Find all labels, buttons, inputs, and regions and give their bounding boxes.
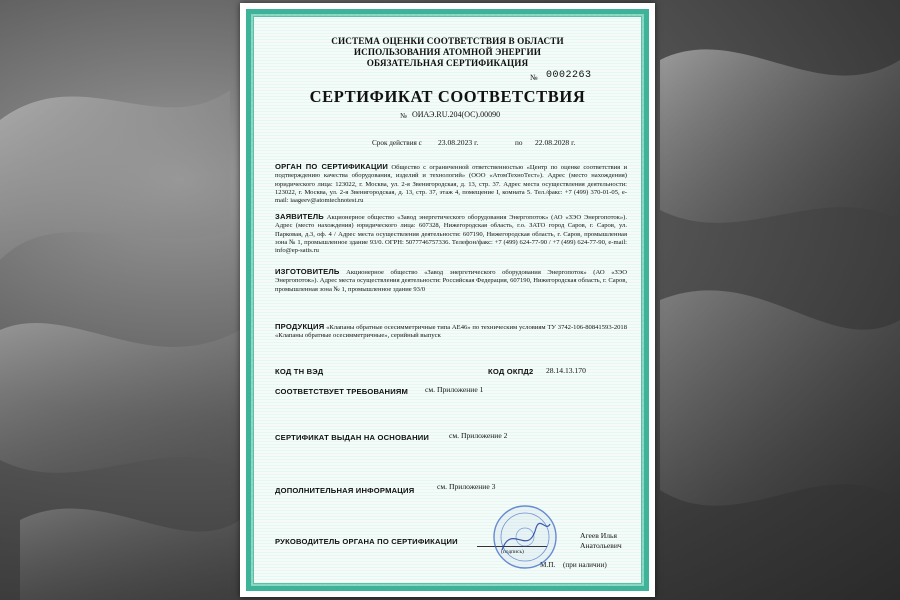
certification-body-label: ОРГАН ПО СЕРТИФИКАЦИИ bbox=[275, 162, 389, 171]
product-text: «Клапаны обратные осесимметричные типа АЕ46» по техническим условиям ТУ 3742-106-80841593-2018 «Клапаны обратные осесимметричные», серийный выпуск bbox=[275, 324, 628, 340]
additional-info-value: см. Приложение 3 bbox=[437, 482, 496, 491]
head-label: РУКОВОДИТЕЛЬ ОРГАНА ПО СЕРТИФИКАЦИИ bbox=[275, 537, 458, 546]
validity-label: Срок действия с bbox=[372, 139, 422, 147]
seal-label: М.П. bbox=[540, 561, 556, 569]
basis-value: см. Приложение 2 bbox=[449, 431, 508, 440]
certification-body-section bbox=[275, 163, 627, 205]
requirements-label: СООТВЕТСТВУЕТ ТРЕБОВАНИЯМ bbox=[275, 387, 409, 396]
product-section bbox=[275, 323, 627, 341]
registration-number: ОИАЭ.RU.204(ОС).00090 bbox=[412, 110, 501, 119]
seal-note: (при наличии) bbox=[563, 561, 607, 569]
applicant-section bbox=[275, 213, 627, 255]
okpd2-code-value: 28.14.13.170 bbox=[546, 366, 586, 375]
official-stamp bbox=[490, 502, 560, 572]
header-line-3: ОБЯЗАТЕЛЬНАЯ СЕРТИФИКАЦИЯ bbox=[366, 58, 529, 68]
head-name-line-2: Анатольевич bbox=[580, 541, 622, 550]
serial-number: 0002263 bbox=[546, 70, 592, 81]
tnved-code-label: КОД ТН ВЭД bbox=[275, 367, 324, 376]
validity-to-label: по bbox=[515, 139, 523, 147]
validity-from: 23.08.2023 г. bbox=[438, 138, 479, 147]
requirements-value: см. Приложение 1 bbox=[425, 385, 484, 394]
head-name-line-1: Агеев Илья bbox=[580, 531, 617, 540]
applicant-label: ЗАЯВИТЕЛЬ bbox=[275, 212, 324, 221]
serial-number-label: № bbox=[530, 73, 538, 82]
product-label: ПРОДУКЦИЯ bbox=[275, 322, 325, 331]
manufacturer-label: ИЗГОТОВИТЕЛЬ bbox=[275, 267, 340, 276]
registration-number-label: № bbox=[400, 112, 407, 120]
validity-to: 22.08.2028 г. bbox=[535, 138, 576, 147]
certification-body-text: Общество с ограниченной ответственностью «Центр по оценке соответствия и подтверждению качества оборудования, изделий и технологий» (ООО «АтомТехноТест»). Адрес (место нахождения) юридического лица: 123022, г. Москва, ул. 2-я Звенигородская, д. 13, стр. 37. Адрес места осуществления деятельности: 123022, г. Москва, ул. 2-я Звенигородская, д. 13, стр. 37, этаж 4, помещение I, комната 5. Тел./факс: +7 (499) 370-01-05, e-mail: iaageev@atomtechnotest.ru bbox=[275, 164, 627, 205]
okpd2-code-label: КОД ОКПД2 bbox=[488, 367, 534, 376]
basis-label: СЕРТИФИКАТ ВЫДАН НА ОСНОВАНИИ bbox=[275, 433, 430, 442]
certificate-title: СЕРТИФИКАТ СООТВЕТСТВИЯ bbox=[309, 87, 586, 106]
header-line-1: СИСТЕМА ОЦЕНКИ СООТВЕТСТВИЯ В ОБЛАСТИ bbox=[331, 36, 564, 46]
applicant-text: Акционерное общество «Завод энергетического оборудования Энергопоток» (АО «ЗЭО Энергопоток»). Адрес (место нахождения) юридического лица: 607328, Нижегородская область, г.о. ЗАТО город Саров, г. Саров, ул. Парковая, д.3, оф. 4 / Адрес места осуществления деятельности: 607190, Нижегородская область, г. Саров, промышленная зона № 1, промышленное здание 93/0. ОГРН: 5077746757336. Телефон/факс: +7 (499) 624-77-90 / +7 (499) 624-77-90, e-mail: info@ep-satis.ru bbox=[275, 214, 628, 255]
manufacturer-text: Акционерное общество «Завод энергетического оборудования Энергопоток» (АО «ЗЭО Энергопоток»). Адрес места осуществления деятельности: Российская Федерация, 607190, Нижегородская область, г. Саров, промышленная зона № 1, промышленное здание 93/0 bbox=[275, 269, 627, 293]
manufacturer-section bbox=[275, 268, 627, 294]
additional-info-label: ДОПОЛНИТЕЛЬНАЯ ИНФОРМАЦИЯ bbox=[275, 486, 415, 495]
header-line-2: ИСПОЛЬЗОВАНИЯ АТОМНОЙ ЭНЕРГИИ bbox=[353, 47, 542, 57]
